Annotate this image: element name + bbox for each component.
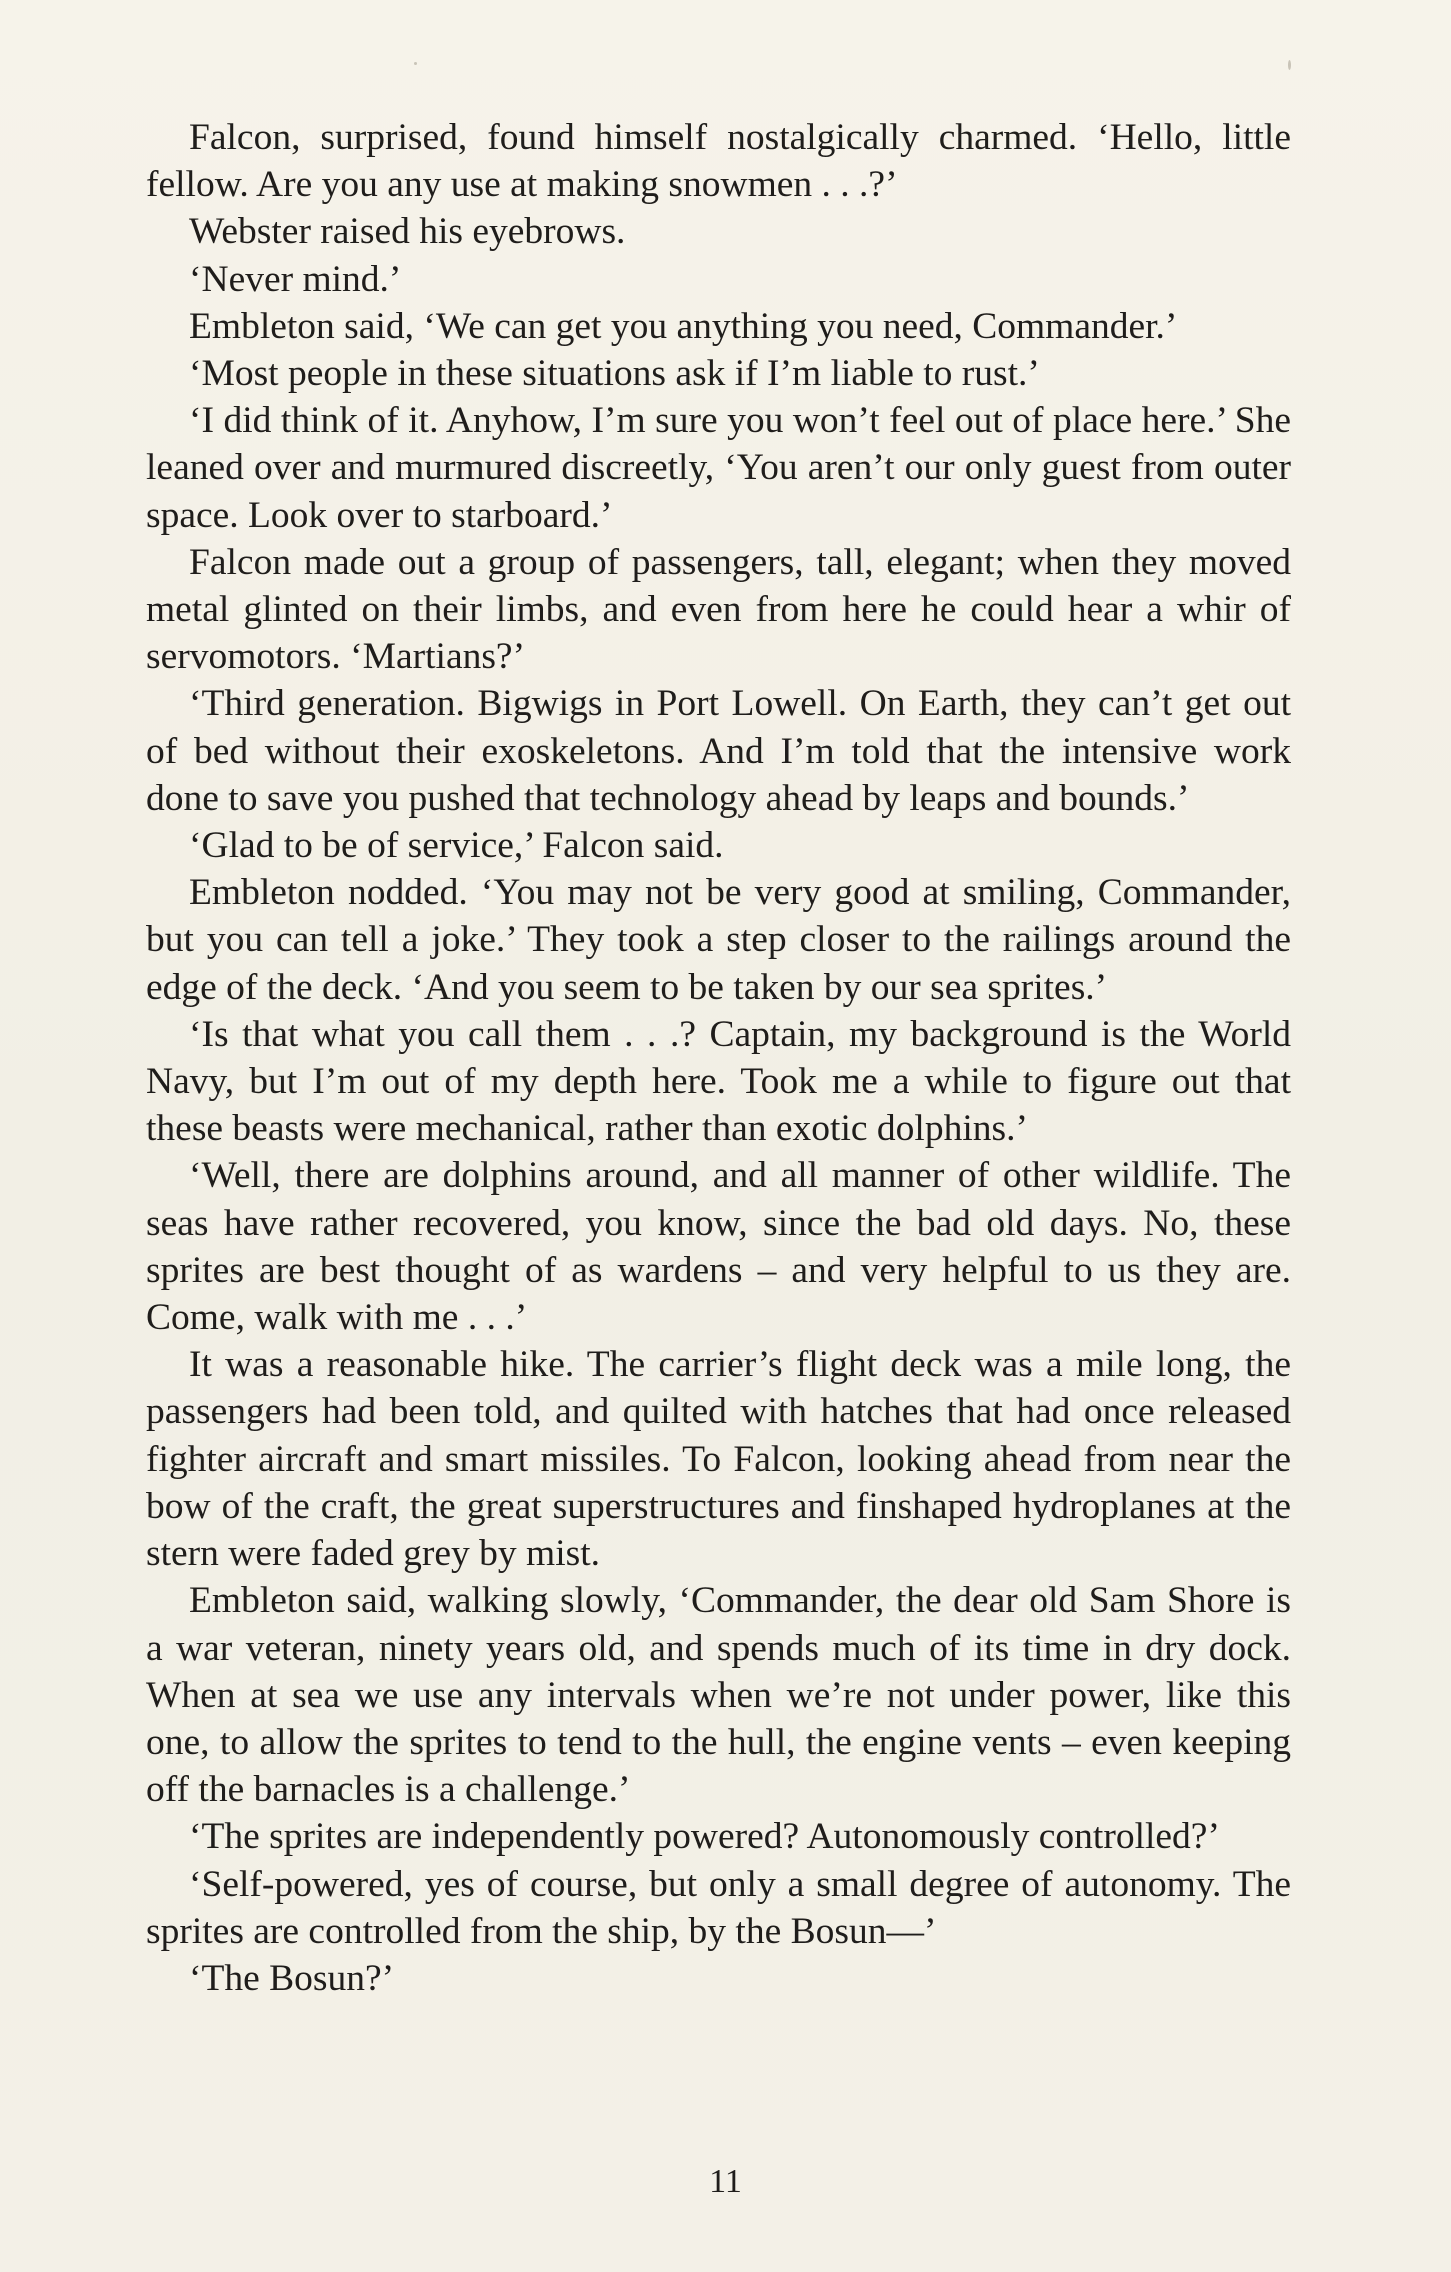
paragraph: Falcon, surprised, found himself nostalgically charmed. ‘Hello, little fellow. Are you any use at making snowmen . . .?’ <box>146 117 1291 206</box>
paragraph: ‘Never mind.’ <box>189 258 402 300</box>
paper-speck <box>414 62 417 65</box>
paragraph: ‘Glad to be of service,’ Falcon said. <box>189 825 724 867</box>
paragraph: Embleton nodded. ‘You may not be very good at smiling, Commander, but you can tell a joke.’ They took a step closer to the railings around the edge of the deck. ‘And you seem to be taken by our sea sprites.’ <box>146 872 1291 1008</box>
paragraph: ‘The Bosun?’ <box>189 1957 395 1999</box>
paragraph: Falcon made out a group of passengers, tall, elegant; when they moved metal glinted on their limbs, and even from here he could hear a whir of servomotors. ‘Martians?’ <box>146 541 1291 678</box>
paragraph: ‘Most people in these situations ask if I’m liable to rust.’ <box>189 353 1040 395</box>
paragraph: Webster raised his eyebrows. <box>189 211 626 253</box>
body-text <box>146 114 1291 2002</box>
paragraph: ‘I did think of it. Anyhow, I’m sure you won’t feel out of place here.’ She leaned over and murmured discreetly, ‘You aren’t our only guest from outer space. Look over to starboard.’ <box>146 400 1291 536</box>
page-number: 11 <box>709 2163 742 2200</box>
paragraph: Embleton said, ‘We can get you anything you need, Commander.’ <box>189 305 1178 347</box>
paragraph: ‘Self-powered, yes of course, but only a small degree of autonomy. The sprites are controlled from the ship, by the Bosun—’ <box>146 1863 1291 1952</box>
paragraph: ‘Well, there are dolphins around, and all manner of other wildlife. The seas have rather recovered, you know, since the bad old days. No, these sprites are best thought of as wardens – and very helpful to us they are. Come, walk with me . . .’ <box>146 1155 1291 1339</box>
paragraph: Embleton said, walking slowly, ‘Commander, the dear old Sam Shore is a war veteran, ninety years old, and spends much of its time in dry dock. When at sea we use any intervals when we’re not under power, like this one, to allow the sprites to tend to the hull, the engine vents – even keeping off the barnacles is a challenge.’ <box>146 1580 1291 1811</box>
paragraph: ‘Third generation. Bigwigs in Port Lowell. On Earth, they can’t get out of bed without their exoskeletons. And I’m told that the intensive work done to save you pushed that technology ahead by leaps and bounds.’ <box>146 683 1291 819</box>
paragraph: It was a reasonable hike. The carrier’s flight deck was a mile long, the passengers had been told, and quilted with hatches that had once released fighter aircraft and smart missiles. To Falcon, looking ahead from near the bow of the craft, the great superstructures and finshaped hydroplanes at the stern were faded grey by mist. <box>146 1344 1291 1575</box>
paragraph: ‘The sprites are independently powered? Autonomously controlled?’ <box>189 1816 1220 1858</box>
paragraph: ‘Is that what you call them . . .? Captain, my background is the World Navy, but I’m out of my depth here. Took me a while to figure out that these beasts were mechanical, rather than exotic dolphins.’ <box>146 1013 1291 1150</box>
paper-speck <box>1288 60 1291 70</box>
